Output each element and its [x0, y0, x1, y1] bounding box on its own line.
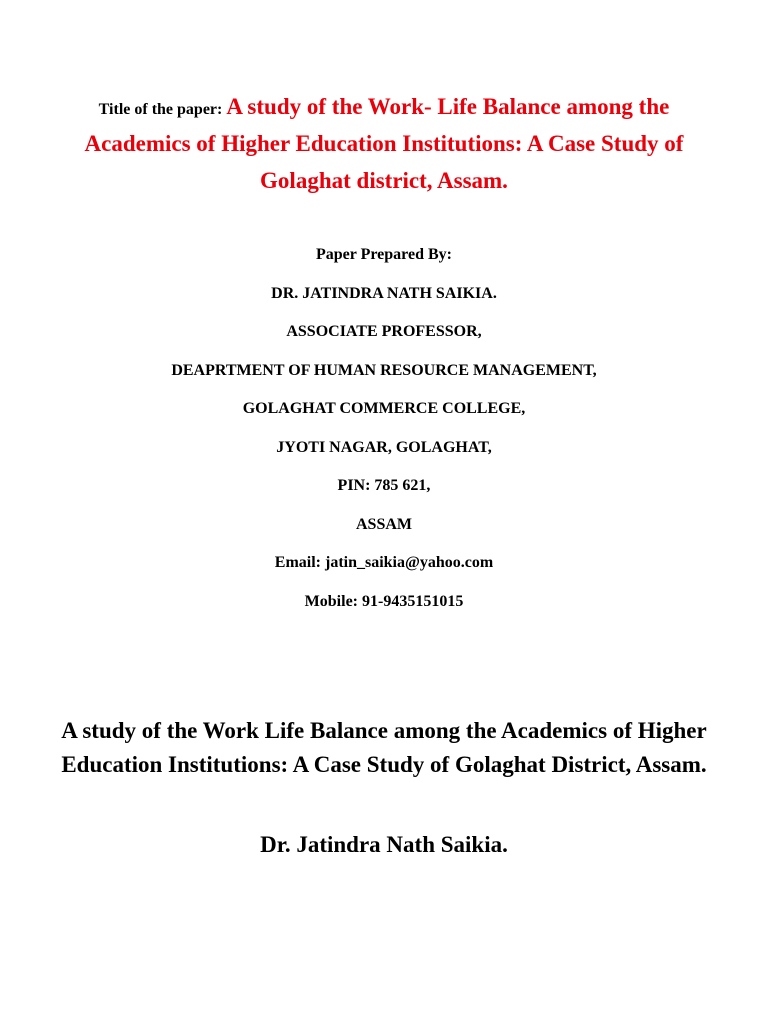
author-details: [60, 242, 708, 627]
author-pin: PIN: 785 621,: [337, 477, 431, 494]
author-department: DEAPRTMENT OF HUMAN RESOURCE MANAGEMENT,: [171, 361, 597, 379]
paper-heading-author: Dr. Jatindra Nath Saikia.: [260, 832, 508, 857]
cover-title: [60, 90, 708, 201]
author-name: DR. JATINDRA NATH SAIKIA.: [271, 284, 497, 302]
paper-title-red: A study of the Work- Life Balance among the Academics of Higher Education Institutions: A Case Study of Golaghat district, Assam.: [84, 94, 684, 193]
author-mobile: Mobile: 91-9435151015: [304, 592, 464, 610]
title-prefix-label: Title of the paper:: [98, 101, 223, 118]
author-designation: ASSOCIATE PROFESSOR,: [286, 323, 482, 340]
author-college: GOLAGHAT COMMERCE COLLEGE,: [242, 400, 526, 417]
author-email: Email: jatin_saikia@yahoo.com: [274, 554, 494, 571]
prepared-by-label: Paper Prepared By:: [316, 246, 452, 263]
author-address: JYOTI NAGAR, GOLAGHAT,: [276, 438, 492, 456]
paper-heading-title: A study of the Work Life Balance among the Academics of Higher Education Institutions: A Case Study of Golaghat District, Assam.: [61, 718, 707, 777]
author-state: ASSAM: [355, 515, 412, 533]
